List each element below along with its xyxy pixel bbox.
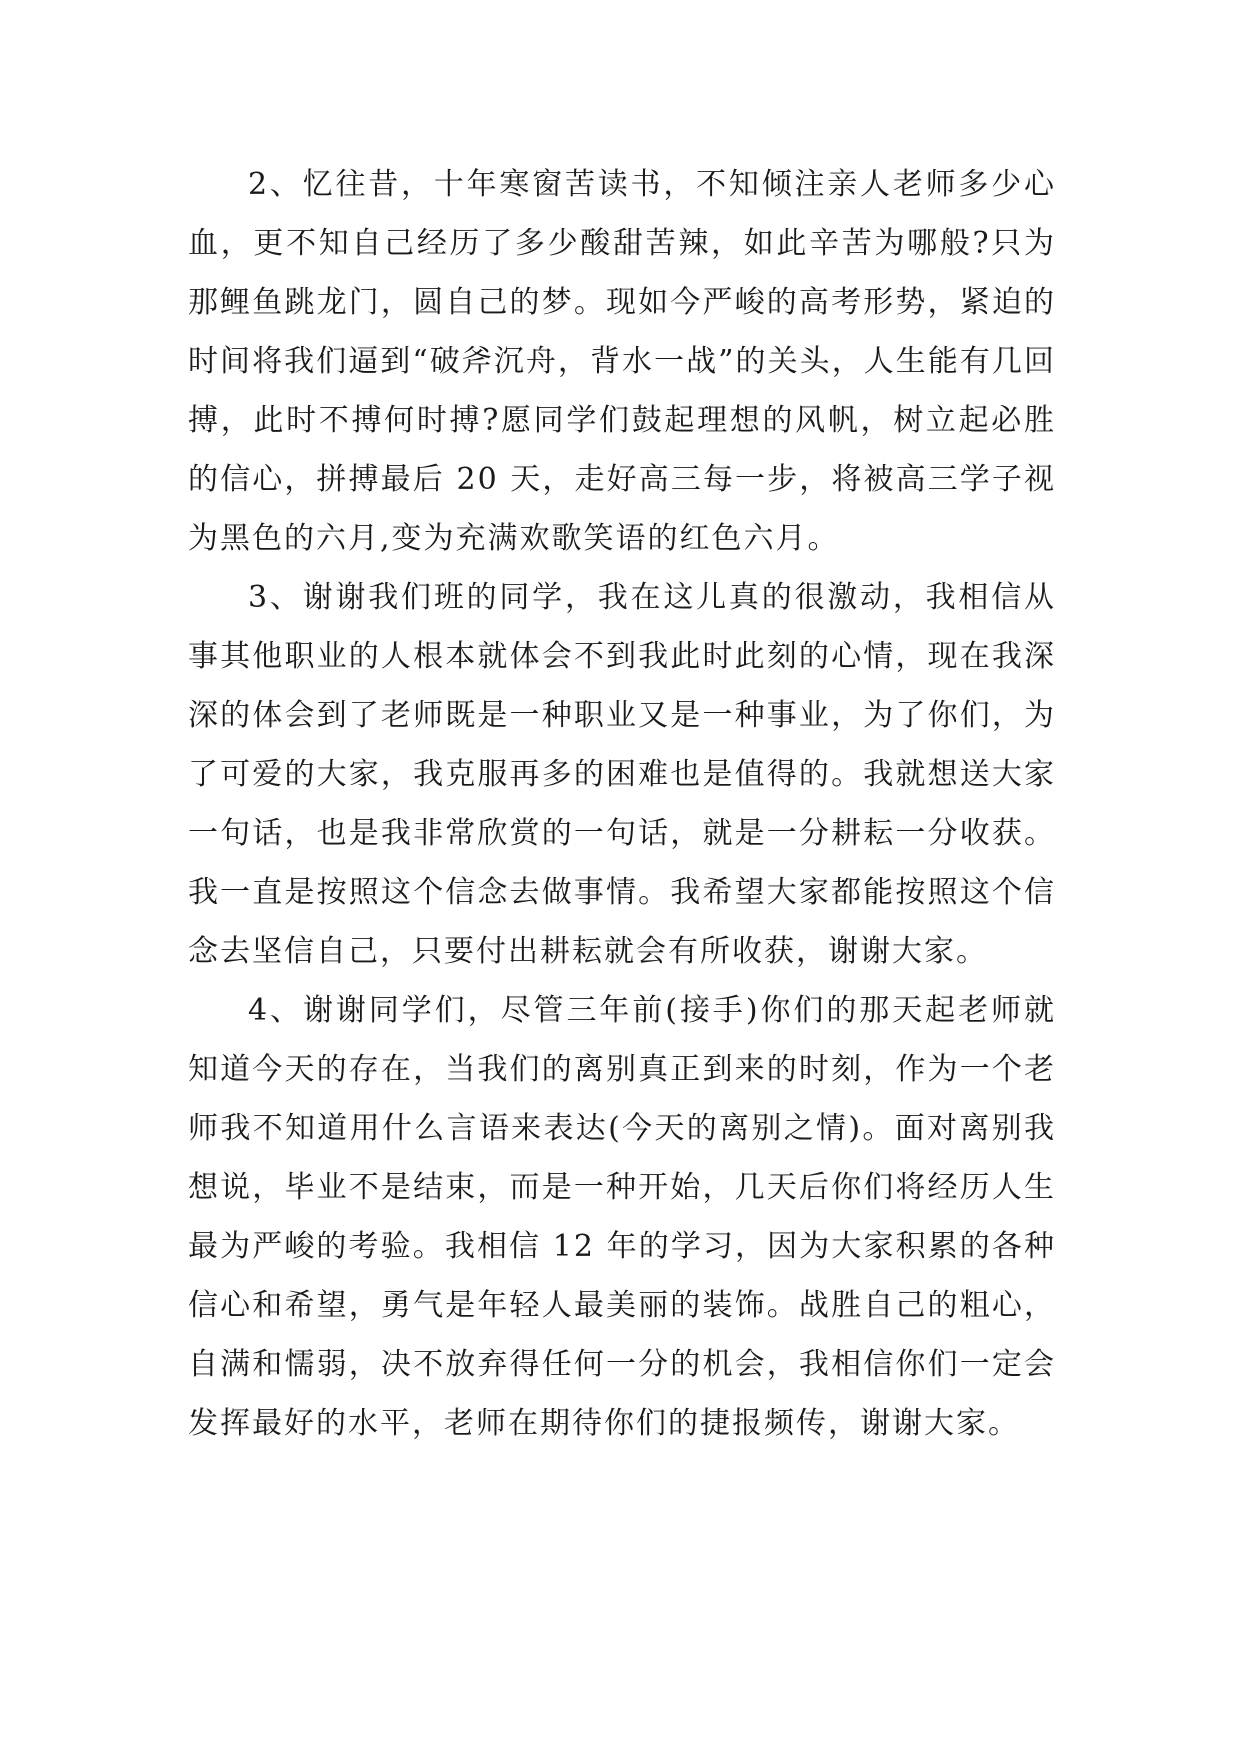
document-body (188, 155, 1056, 1453)
paragraph-3: 3、谢谢我们班的同学，我在这儿真的很激动，我相信从事其他职业的人根本就体会不到我此时此刻的心情，现在我深深的体会到了老师既是一种职业又是一种事业，为了你们，为了可爱的大家，我克服再多的困难也是值得的。我就想送大家一句话，也是我非常欣赏的一句话，就是一分耕耘一分收获。我一直是按照这个信念去做事情。我希望大家都能按照这个信念去坚信自己，只要付出耕耘就会有所收获，谢谢大家。 (188, 580, 1056, 969)
paragraph-2: 2、忆往昔，十年寒窗苦读书，不知倾注亲人老师多少心血，更不知自己经历了多少酸甜苦辣，如此辛苦为哪般?只为那鲤鱼跳龙门，圆自己的梦。现如今严峻的高考形势，紧迫的时间将我们逼到“破斧沉舟，背水一战”的关头，人生能有几回搏，此时不搏何时搏?愿同学们鼓起理想的风帆，树立起必胜的信心，拼搏最后 20 天，走好高三每一步，将被高三学子视为黑色的六月,变为充满欢歌笑语的红色六月。 (188, 167, 1056, 556)
paragraph-4: 4、谢谢同学们，尽管三年前(接手)你们的那天起老师就知道今天的存在，当我们的离别真正到来的时刻，作为一个老师我不知道用什么言语来表达(今天的离别之情)。面对离别我想说，毕业不是结束，而是一种开始，几天后你们将经历人生最为严峻的考验。我相信 12 年的学习，因为大家积累的各种信心和希望，勇气是年轻人最美丽的装饰。战胜自己的粗心，自满和懦弱，决不放弃得任何一分的机会，我相信你们一定会发挥最好的水平，老师在期待你们的捷报频传，谢谢大家。 (188, 993, 1056, 1441)
